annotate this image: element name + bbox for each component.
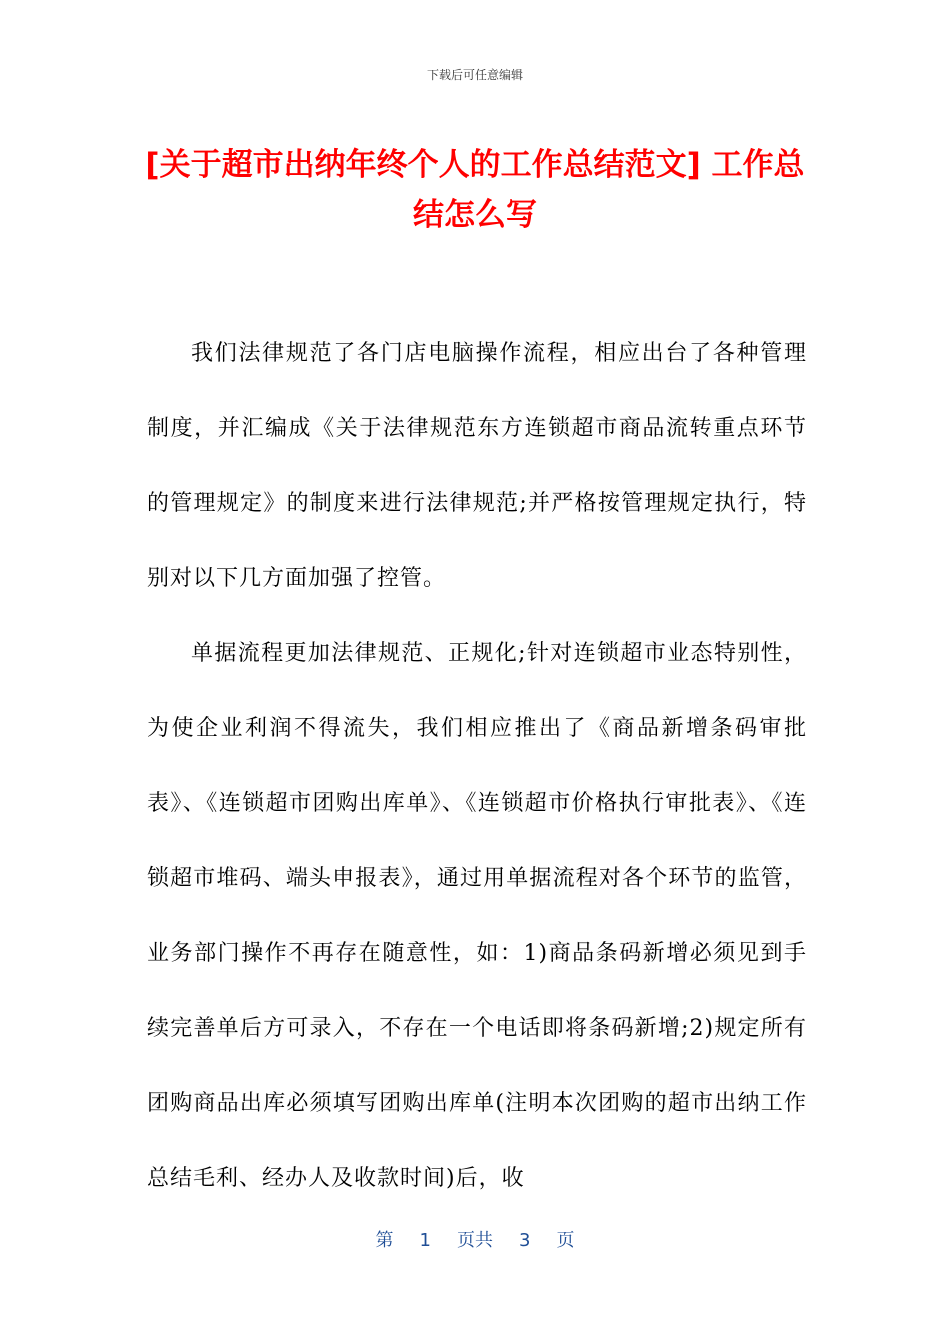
document-body bbox=[147, 316, 807, 1216]
paragraph: 我们法律规范了各门店电脑操作流程，相应出台了各种管理制度，并汇编成《关于法律规范东方连锁超市商品流转重点环节的管理规定》的制度来进行法律规范;并严格按管理规定执行，特别对以下几方面加强了控管。 bbox=[147, 341, 807, 591]
paragraph: 单据流程更加法律规范、正规化;针对连锁超市业态特别性，为使企业利润不得流失，我们相应推出了《商品新增条码审批表》、《连锁超市团购出库单》、《连锁超市价格执行审批表》、《连锁超市堆码、端头申报表》，通过用单据流程对各个环节的监管，业务部门操作不再存在随意性，如：1)商品条码新增必须见到手续完善单后方可录入，不存在一个电话即将条码新增;2)规定所有团购商品出库必须填写团购出库单(注明本次团购的超市出纳工作总结毛利、经办人及收款时间)后，收 bbox=[147, 641, 807, 1191]
page-footer bbox=[0, 1226, 950, 1252]
footer-page-total: 3 bbox=[519, 1230, 531, 1251]
footer-suffix: 页 bbox=[556, 1230, 575, 1251]
footer-middle: 页共 bbox=[457, 1230, 493, 1251]
document-title: [关于超市出纳年终个人的工作总结范文] 工作总结怎么写 bbox=[145, 147, 805, 233]
header-note: 下载后可任意编辑 bbox=[426, 68, 523, 82]
footer-page-current: 1 bbox=[419, 1230, 431, 1251]
footer-prefix: 第 bbox=[375, 1230, 394, 1251]
